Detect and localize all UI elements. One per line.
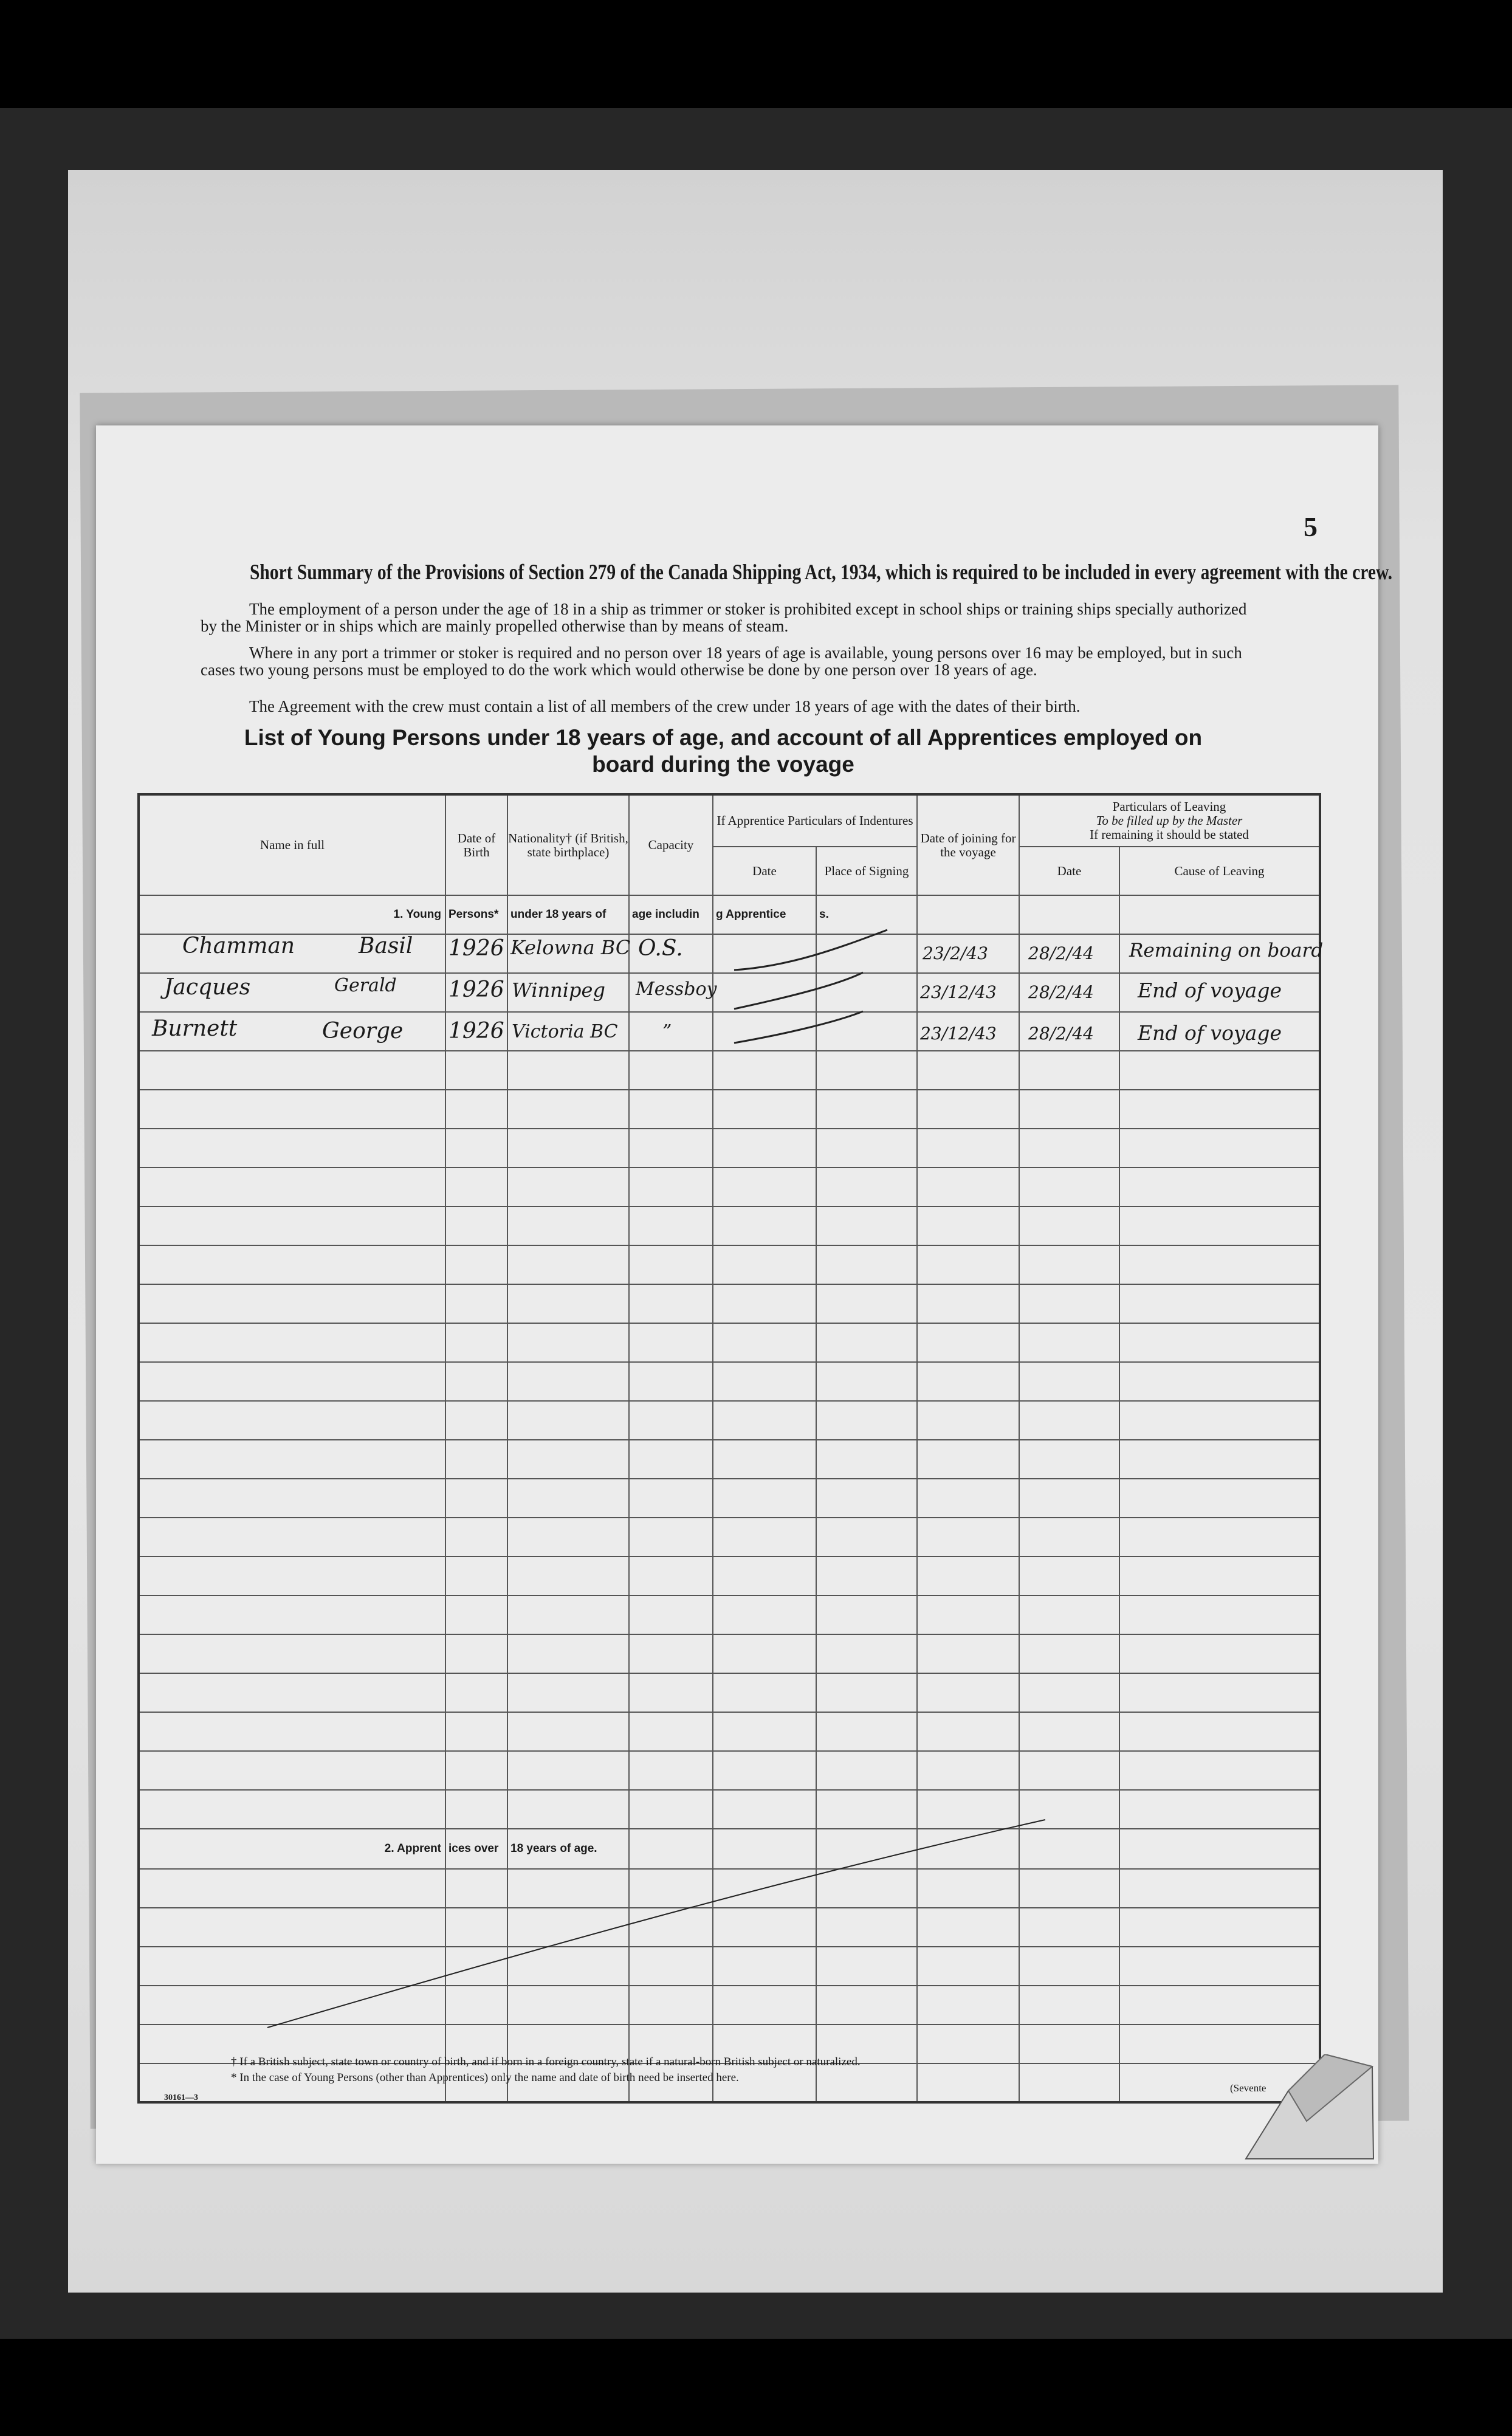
header-leaving-date: Date	[1019, 847, 1119, 895]
entry-2-cause: End of voyage	[1138, 979, 1282, 1002]
header-apprentice: If Apprentice Particulars of Indentures	[713, 794, 917, 847]
entry-2-surname: Jacques	[164, 975, 251, 1000]
header-joining: Date of joining for the voyage	[917, 794, 1019, 895]
section-label: under 18 years of	[510, 908, 607, 921]
footnote-2: * In the case of Young Persons (other than Apprentices) only the name and date of birth need be inserted here.	[231, 2071, 739, 2084]
entry-2-joining: 23/12/43	[920, 982, 997, 1002]
footnote-1: † If a British subject, state town or country of birth, and if born in a foreign country, state if a natural-born British subject or naturalized.	[231, 2056, 861, 2068]
entry-3-given: George	[322, 1019, 404, 1044]
entry-3-cause: End of voyage	[1138, 1021, 1282, 1045]
entry-1-given: Basil	[359, 934, 413, 958]
header-date-of-birth: Date of Birth	[445, 794, 507, 895]
list-title-line-1: List of Young Persons under 18 years of age, and account of all Apprentices employed on	[244, 725, 1203, 750]
section-label: Persons*	[448, 908, 499, 921]
dash-stroke-2	[734, 972, 863, 1009]
entry-3-surname: Burnett	[152, 1016, 238, 1041]
section-label: age includin	[632, 908, 699, 921]
form-code: 30161—3	[164, 2093, 198, 2102]
entry-1-dob: 1926	[448, 936, 504, 961]
entry-3-capacity: ”	[662, 1021, 672, 1042]
cancel-line	[267, 1820, 1045, 2028]
header-capacity: Capacity	[629, 794, 713, 895]
dash-stroke-1	[734, 930, 887, 970]
paragraph-2: Where in any port a trimmer or stoker is required and no person over 18 years of age is available, young persons over 16 may be employed, but in such cases two young persons must be employed to do the work which would otherwise be done by one person over 18 years of age.	[201, 644, 1242, 679]
header-apprentice-place: Place of Signing	[816, 847, 917, 895]
entry-3-leaving-date: 28/2/44	[1028, 1024, 1094, 1044]
entry-1-leaving-date: 28/2/44	[1028, 943, 1094, 963]
entry-3-joining: 23/12/43	[920, 1024, 997, 1044]
header-leaving-cause: Cause of Leaving	[1119, 847, 1320, 895]
header-nationality: Nationality† (if British, state birthplace)	[507, 794, 629, 895]
entry-1-cause: Remaining on board	[1129, 940, 1324, 962]
header-name: Name in full	[139, 794, 445, 895]
entry-2-given: Gerald	[334, 975, 397, 996]
entry-2-nationality: Winnipeg	[512, 979, 605, 1002]
folded-corner	[1234, 2054, 1380, 2161]
paragraph-1: The employment of a person under the age of 18 in a ship as trimmer or stoker is prohibited except in school ships or training ships specially authorized by the Minister or in ships which are mainly propelled otherwise than by means of steam.	[201, 600, 1247, 635]
dash-stroke-3	[734, 1011, 863, 1043]
entry-1-joining: 23/2/43	[923, 943, 988, 963]
entry-2-capacity: Messboy	[636, 979, 717, 1000]
section-label: 18 years of age.	[510, 1842, 597, 1855]
entry-1-surname: Chamman	[182, 934, 295, 958]
paragraph-3: The Agreement with the crew must contain a list of all members of the crew under 18 years of age with the dates of their birth.	[249, 697, 1081, 715]
entry-3-nationality: Victoria BC	[512, 1021, 618, 1042]
entry-1-nationality: Kelowna BC	[510, 936, 631, 959]
page-number: 5	[1304, 511, 1318, 542]
header-leaving-remaining: If remaining it should be stated	[1090, 827, 1249, 842]
entry-2-dob: 1926	[448, 977, 504, 1002]
edge-text: (Sevente	[1230, 2082, 1266, 2094]
header-leaving-title: Particulars of Leaving	[1112, 799, 1226, 814]
section-label: s.	[819, 908, 829, 921]
entry-3-dob: 1926	[448, 1019, 504, 1044]
section-label: 2. Apprent	[384, 1842, 441, 1855]
list-title-line-2: board during the voyage	[592, 752, 854, 777]
section-label: g Apprentice	[716, 908, 786, 921]
entry-1-capacity: O.S.	[638, 936, 683, 961]
section-label: 1. Young	[393, 908, 441, 921]
header-apprentice-date: Date	[713, 847, 816, 895]
summary-title: Short Summary of the Provisions of Section 279 of the Canada Shipping Act, 1934, which is required to be included in every agreement with the crew.	[250, 560, 1393, 584]
entry-2-leaving-date: 28/2/44	[1028, 982, 1094, 1002]
section-label: ices over	[448, 1842, 499, 1855]
header-leaving-note: To be filled up by the Master	[1096, 813, 1243, 828]
